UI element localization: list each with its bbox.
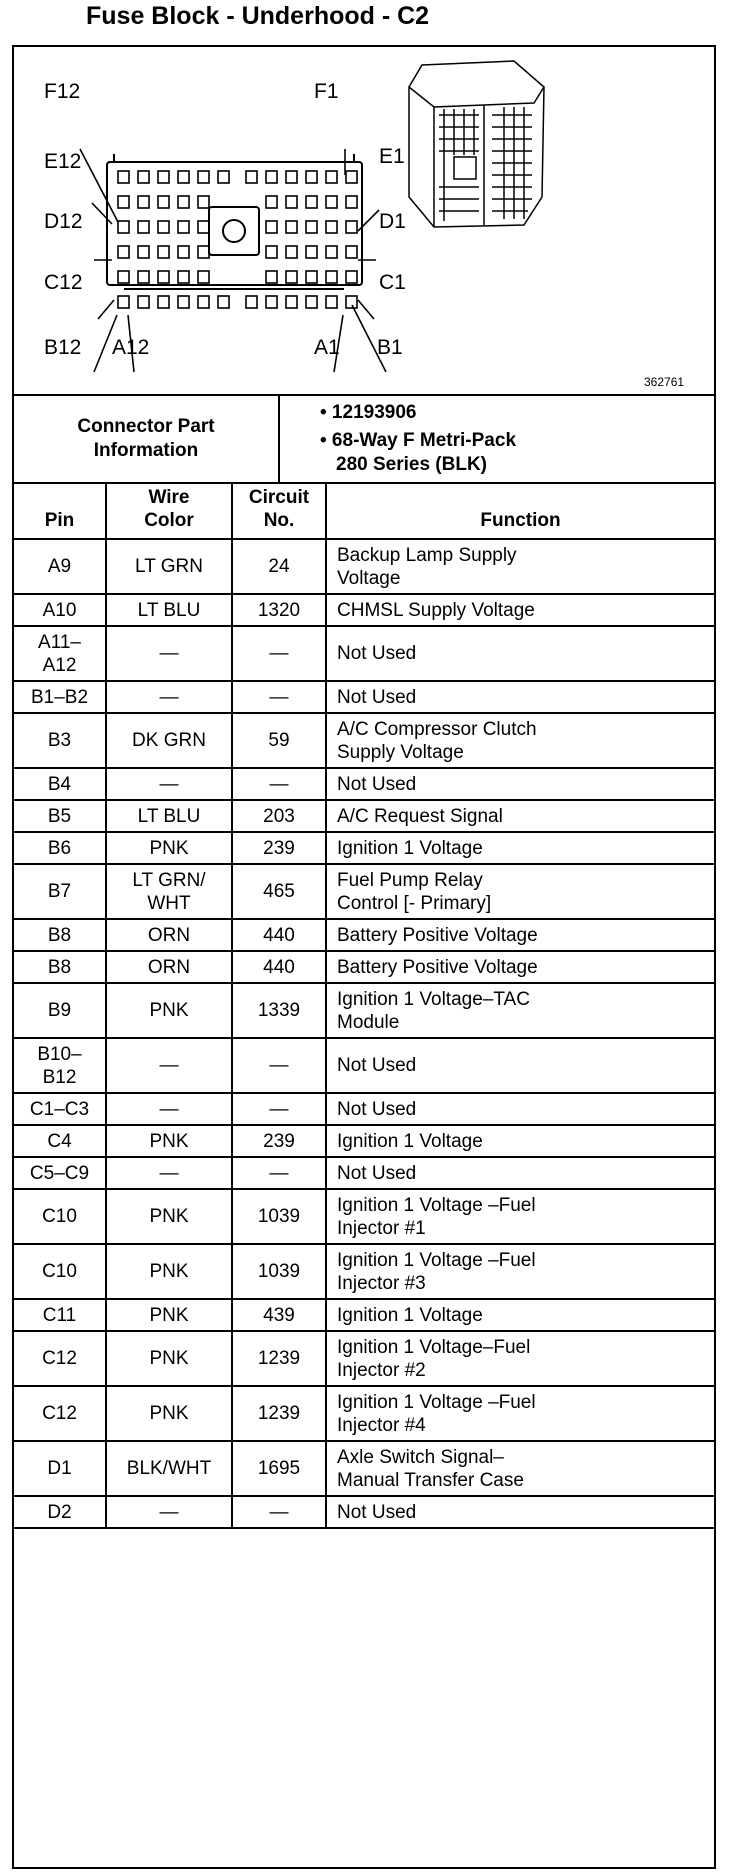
cell-function-line: Injector #3: [337, 1272, 426, 1294]
cell-function-line: Injector #4: [337, 1414, 426, 1436]
connector-pin-cavity: [266, 271, 277, 283]
cell-function: [326, 768, 714, 800]
cell-pin: [14, 713, 106, 768]
pinout-table: [14, 482, 714, 1529]
cell-wire-color-line: PNK: [149, 1261, 189, 1282]
connector-pin-cavity: [326, 221, 337, 233]
cell-circuit: 465: [232, 864, 326, 919]
cell-pin-line: D1: [47, 1458, 72, 1479]
cell-pin-line: B6: [47, 837, 72, 859]
cell-circuit: —: [232, 1038, 326, 1093]
cell-circuit: 439: [232, 1299, 326, 1331]
connector-pin-grid: [118, 171, 357, 308]
pin-label-d12: D12: [44, 210, 83, 233]
cell-pin-line: B5: [47, 805, 72, 827]
cell-wire-color-line: —: [159, 1162, 179, 1184]
cell-wire-color-line: PNK: [149, 837, 189, 859]
pin-label-c1: C1: [379, 271, 406, 294]
pinout-table-body: [14, 539, 714, 1528]
table-row: [14, 1299, 714, 1331]
connector-pin-cavity: [326, 246, 337, 258]
cell-pin-line: C4: [47, 1130, 72, 1152]
cell-circuit: —: [232, 1157, 326, 1189]
cell-circuit: —: [232, 681, 326, 713]
cell-pin: [14, 1496, 106, 1528]
cell-circuit: —: [232, 626, 326, 681]
table-row: [14, 1093, 714, 1125]
cell-pin-line: A12: [42, 654, 77, 676]
cell-wire-color-line: PNK: [149, 1000, 189, 1021]
cell-function: [326, 626, 714, 681]
connector-pin-cavity: [138, 221, 149, 233]
pin-label-e12: E12: [44, 150, 82, 173]
cell-wire-color-line: —: [159, 773, 179, 795]
cell-function: [326, 1125, 714, 1157]
cell-pin-line: C11: [42, 1304, 77, 1326]
connector-pin-cavity: [178, 171, 189, 183]
cell-function-line: Not Used: [337, 1098, 417, 1120]
table-row: [14, 1125, 714, 1157]
cell-function-line: Control [- Primary]: [337, 892, 492, 914]
table-row: [14, 864, 714, 919]
cell-function: [326, 1189, 714, 1244]
cell-wire-color: [106, 1093, 232, 1125]
pin-label-b1: B1: [377, 336, 403, 359]
cell-circuit: 440: [232, 919, 326, 951]
connector-type: • 68-Way F Metri-Pack: [320, 430, 517, 451]
connector-pin-cavity: [178, 271, 189, 283]
cell-pin-line: C10: [42, 1206, 77, 1227]
cell-function: [326, 1244, 714, 1299]
cell-pin-line: B3: [47, 730, 72, 751]
cell-circuit: 440: [232, 951, 326, 983]
cell-function-line: Battery Positive Voltage: [337, 956, 538, 978]
cell-pin-line: C10: [42, 1261, 77, 1282]
connector-pin-cavity: [286, 271, 297, 283]
connector-sheet: [12, 45, 716, 1869]
cell-function: [326, 1299, 714, 1331]
connector-pin-cavity: [138, 246, 149, 258]
pin-label-d1: D1: [379, 210, 406, 233]
cell-function-line: Injector #1: [337, 1217, 426, 1239]
cell-pin: [14, 919, 106, 951]
cell-pin-line: C5–C9: [29, 1162, 90, 1184]
cell-function-line: Not Used: [337, 643, 417, 664]
cell-function: [326, 681, 714, 713]
cell-pin-line: C1–C3: [29, 1098, 90, 1120]
cell-pin-line: B1–B2: [30, 686, 89, 708]
cell-wire-color-line: —: [159, 1098, 179, 1120]
connector-pin-cavity: [346, 221, 357, 233]
cell-pin: [14, 832, 106, 864]
pin-label-f1: F1: [314, 80, 339, 103]
cell-pin: [14, 681, 106, 713]
connector-pin-cavity: [286, 196, 297, 208]
connector-pin-cavity: [306, 246, 317, 258]
cell-function-line: Backup Lamp Supply: [337, 544, 517, 566]
connector-pin-cavity: [158, 246, 169, 258]
connector-pin-cavity: [346, 246, 357, 258]
table-row: [14, 681, 714, 713]
cell-wire-color-line: LT BLU: [137, 599, 201, 621]
cell-function-line: Ignition 1 Voltage: [337, 1304, 483, 1326]
connector-pin-cavity: [346, 271, 357, 283]
cell-pin: [14, 1189, 106, 1244]
connector-part-number: • 12193906: [320, 402, 417, 423]
table-row: [14, 768, 714, 800]
cell-pin: [14, 1038, 106, 1093]
cell-pin: [14, 1299, 106, 1331]
cell-wire-color: [106, 1244, 232, 1299]
cell-function-line: Manual Transfer Case: [337, 1469, 524, 1491]
cell-function: [326, 919, 714, 951]
header-circuit: [232, 483, 326, 539]
pin-label-f12: F12: [44, 80, 81, 103]
connector-pin-cavity: [246, 171, 257, 183]
connector-pin-cavity: [118, 246, 129, 258]
header-wire-color: [106, 483, 232, 539]
cell-function: [326, 832, 714, 864]
table-row: [14, 1038, 714, 1093]
cell-pin: [14, 1244, 106, 1299]
cell-function: [326, 951, 714, 983]
cell-wire-color: [106, 1125, 232, 1157]
cell-pin-line: A10: [42, 599, 77, 621]
connector-pin-cavity: [346, 171, 357, 183]
cell-circuit: 1039: [232, 1244, 326, 1299]
cell-wire-color: [106, 1157, 232, 1189]
cell-function-line: Injector #2: [337, 1359, 426, 1381]
table-row: [14, 919, 714, 951]
cell-function-line: Module: [337, 1011, 400, 1033]
cell-wire-color: [106, 832, 232, 864]
cell-function-line: Not Used: [337, 1055, 417, 1076]
connector-pin-cavity: [158, 171, 169, 183]
cell-wire-color: [106, 1386, 232, 1441]
header-circuit-line1: Circuit: [248, 487, 310, 508]
cell-wire-color-line: LT BLU: [137, 805, 201, 827]
cell-pin: [14, 594, 106, 626]
cell-function: [326, 1386, 714, 1441]
cell-pin: [14, 1157, 106, 1189]
cell-wire-color: [106, 1441, 232, 1496]
connector-pin-cavity: [346, 196, 357, 208]
connector-pin-cavity: [218, 171, 229, 183]
connector-pin-cavity: [246, 296, 257, 308]
cell-function-line: Not Used: [337, 773, 417, 795]
cell-function-line: Supply Voltage: [337, 741, 464, 763]
cell-wire-color-line: —: [159, 1501, 179, 1523]
cell-wire-color: [106, 1038, 232, 1093]
header-circuit-line2: No.: [263, 510, 295, 531]
cell-pin-line: B10–: [37, 1043, 82, 1065]
connector-pin-cavity: [118, 196, 129, 208]
table-row: [14, 1441, 714, 1496]
cell-pin: [14, 768, 106, 800]
cell-wire-color: [106, 681, 232, 713]
cell-pin: [14, 1386, 106, 1441]
cell-pin-line: B8: [47, 956, 72, 978]
connector-pin-cavity: [286, 246, 297, 258]
cell-pin-line: B4: [47, 773, 72, 795]
cell-wire-color-line: PNK: [149, 1403, 189, 1424]
cell-function-line: A/C Request Signal: [337, 805, 503, 827]
cell-wire-color-line: —: [159, 643, 179, 664]
table-row: [14, 1331, 714, 1386]
connector-pin-cavity: [118, 271, 129, 283]
cell-function-line: Fuel Pump Relay: [337, 869, 483, 891]
connector-info-heading-line1: Connector Part: [77, 416, 215, 437]
cell-function: [326, 1441, 714, 1496]
table-row: [14, 626, 714, 681]
drawing-number: 362761: [644, 375, 685, 389]
cell-function-line: Axle Switch Signal–: [337, 1446, 504, 1468]
cell-function: [326, 713, 714, 768]
cell-function: [326, 539, 714, 594]
cell-function-line: Not Used: [337, 1162, 417, 1184]
connector-pin-cavity: [198, 271, 209, 283]
connector-pin-cavity: [198, 171, 209, 183]
center-bolt-housing: [209, 207, 259, 255]
connector-pin-cavity: [198, 221, 209, 233]
connector-pin-cavity: [158, 221, 169, 233]
cell-function-line: Ignition 1 Voltage: [337, 837, 483, 859]
pin-label-a1: A1: [314, 336, 340, 359]
cell-wire-color-line: WHT: [147, 892, 191, 914]
connector-pin-cavity: [266, 221, 277, 233]
cell-pin: [14, 864, 106, 919]
cell-function-line: Ignition 1 Voltage –Fuel: [337, 1194, 536, 1216]
cell-function-line: CHMSL Supply Voltage: [337, 599, 535, 621]
pin-label-a12: A12: [112, 336, 150, 359]
cell-circuit: 203: [232, 800, 326, 832]
cell-function-line: Voltage: [337, 567, 401, 589]
cell-function-line: Battery Positive Voltage: [337, 924, 538, 946]
connector-pin-cavity: [326, 271, 337, 283]
cell-wire-color-line: PNK: [149, 1348, 189, 1369]
cell-circuit: —: [232, 768, 326, 800]
connector-pin-cavity: [346, 296, 357, 308]
cell-function-line: Ignition 1 Voltage –Fuel: [337, 1249, 536, 1271]
connector-pin-cavity: [178, 296, 189, 308]
connector-pin-cavity: [306, 221, 317, 233]
cell-function: [326, 1331, 714, 1386]
pin-label-e1: E1: [379, 145, 405, 168]
connector-face-outline: [107, 162, 362, 285]
connector-info-heading-line2: Information: [93, 440, 199, 461]
connector-pin-cavity: [158, 196, 169, 208]
table-row: [14, 1496, 714, 1528]
cell-wire-color: [106, 539, 232, 594]
cell-wire-color: [106, 713, 232, 768]
cell-function-line: Not Used: [337, 1501, 417, 1523]
cell-pin: [14, 626, 106, 681]
cell-circuit: 1339: [232, 983, 326, 1038]
connector-pin-cavity: [266, 171, 277, 183]
table-row: [14, 1386, 714, 1441]
table-row: [14, 713, 714, 768]
cell-pin: [14, 1441, 106, 1496]
page-title: Fuse Block - Underhood - C2: [86, 2, 430, 30]
cell-wire-color: [106, 919, 232, 951]
connector-pin-cavity: [118, 171, 129, 183]
cell-pin-line: C12: [42, 1348, 77, 1369]
connector-series: 280 Series (BLK): [336, 454, 488, 475]
cell-wire-color: [106, 864, 232, 919]
connector-pin-cavity: [198, 296, 209, 308]
table-row: [14, 1189, 714, 1244]
connector-info-details: [280, 396, 714, 482]
cell-pin-line: A11–: [38, 631, 81, 653]
connector-pin-cavity: [306, 196, 317, 208]
cell-function: [326, 594, 714, 626]
cell-wire-color: [106, 1299, 232, 1331]
table-row: [14, 800, 714, 832]
cell-wire-color-line: LT GRN/: [132, 869, 206, 891]
cell-wire-color-line: BLK/WHT: [126, 1458, 212, 1479]
cell-pin: [14, 1331, 106, 1386]
header-pin: Pin: [14, 483, 106, 539]
connector-pin-cavity: [138, 171, 149, 183]
connector-pin-cavity: [118, 296, 129, 308]
cell-pin: [14, 800, 106, 832]
cell-pin-line: B8: [47, 924, 72, 946]
cell-wire-color: [106, 1496, 232, 1528]
connector-pin-cavity: [286, 296, 297, 308]
cell-wire-color: [106, 1331, 232, 1386]
cell-function-line: Ignition 1 Voltage–TAC: [337, 988, 530, 1010]
connector-pin-cavity: [286, 171, 297, 183]
table-row: [14, 832, 714, 864]
cell-wire-color-line: ORN: [147, 956, 191, 978]
cell-wire-color-line: PNK: [149, 1130, 189, 1152]
cell-function-line: Ignition 1 Voltage–Fuel: [337, 1336, 531, 1358]
cell-wire-color: [106, 768, 232, 800]
pin-label-b12: B12: [44, 336, 82, 359]
connector-pin-cavity: [218, 296, 229, 308]
cell-function: [326, 1496, 714, 1528]
cell-circuit: —: [232, 1093, 326, 1125]
connector-pin-cavity: [178, 246, 189, 258]
connector-pin-cavity: [138, 271, 149, 283]
cell-circuit: 239: [232, 832, 326, 864]
cell-circuit: —: [232, 1496, 326, 1528]
cell-function: [326, 800, 714, 832]
cell-pin-line: B9: [47, 1000, 72, 1021]
connector-info-heading: [14, 396, 280, 482]
cell-wire-color: [106, 626, 232, 681]
connector-pin-cavity: [266, 196, 277, 208]
cell-pin: [14, 983, 106, 1038]
connector-pin-cavity: [138, 296, 149, 308]
cell-pin: [14, 1125, 106, 1157]
cell-circuit: 1239: [232, 1386, 326, 1441]
cell-wire-color: [106, 594, 232, 626]
cell-wire-color: [106, 983, 232, 1038]
header-wire-color-line2: Color: [144, 510, 194, 531]
cell-pin-line: A9: [47, 556, 72, 577]
table-row: [14, 951, 714, 983]
connector-pin-cavity: [326, 296, 337, 308]
connector-pin-cavity: [266, 246, 277, 258]
connector-pin-cavity: [306, 171, 317, 183]
cell-function-line: Ignition 1 Voltage –Fuel: [337, 1391, 536, 1413]
cell-circuit: 239: [232, 1125, 326, 1157]
connector-pin-cavity: [118, 221, 129, 233]
connector-pin-cavity: [178, 196, 189, 208]
connector-pin-cavity: [158, 271, 169, 283]
cell-pin-line: D2: [47, 1501, 72, 1523]
table-row: [14, 594, 714, 626]
cell-pin-line: C12: [42, 1403, 77, 1424]
cell-function: [326, 1157, 714, 1189]
cell-function: [326, 1038, 714, 1093]
connector-pin-cavity: [158, 296, 169, 308]
connector-pin-cavity: [138, 196, 149, 208]
cell-pin: [14, 1093, 106, 1125]
connector-pin-cavity: [326, 196, 337, 208]
cell-function-line: Ignition 1 Voltage: [337, 1130, 483, 1152]
cell-circuit: 1695: [232, 1441, 326, 1496]
connector-pin-cavity: [178, 221, 189, 233]
cell-wire-color: [106, 1189, 232, 1244]
cell-circuit: 24: [232, 539, 326, 594]
table-row: [14, 1244, 714, 1299]
table-row: [14, 1157, 714, 1189]
cell-pin: [14, 539, 106, 594]
cell-pin-line: B7: [47, 881, 72, 902]
cell-pin-line: B12: [42, 1066, 77, 1088]
cell-function-line: A/C Compressor Clutch: [337, 718, 537, 740]
cell-function: [326, 1093, 714, 1125]
cell-wire-color: [106, 951, 232, 983]
cell-wire-color-line: —: [159, 686, 179, 708]
cell-wire-color-line: PNK: [149, 1304, 189, 1326]
pin-label-c12: C12: [44, 271, 83, 294]
cell-wire-color-line: ORN: [147, 924, 191, 946]
cell-wire-color-line: LT GRN: [135, 556, 203, 577]
table-header-row: [14, 483, 714, 539]
connector-pin-cavity: [198, 246, 209, 258]
connector-pin-cavity: [286, 221, 297, 233]
connector-pin-cavity: [198, 196, 209, 208]
table-row: [14, 539, 714, 594]
header-function: Function: [326, 483, 714, 539]
cell-function: [326, 983, 714, 1038]
table-row: [14, 983, 714, 1038]
header-wire-color-line1: Wire: [148, 487, 190, 508]
cell-wire-color-line: —: [159, 1055, 179, 1076]
connector-pin-cavity: [306, 296, 317, 308]
center-bolt-hole: [223, 220, 245, 242]
cell-wire-color: [106, 800, 232, 832]
cell-circuit: 59: [232, 713, 326, 768]
cell-pin: [14, 951, 106, 983]
cell-circuit: 1039: [232, 1189, 326, 1244]
connector-pin-cavity: [326, 171, 337, 183]
cell-function-line: Not Used: [337, 686, 417, 708]
cell-circuit: 1320: [232, 594, 326, 626]
connector-pin-cavity: [306, 271, 317, 283]
cell-function: [326, 864, 714, 919]
cell-wire-color-line: PNK: [149, 1206, 189, 1227]
cell-wire-color-line: DK GRN: [132, 730, 206, 751]
cell-circuit: 1239: [232, 1331, 326, 1386]
connector-3d-view-icon: [409, 61, 544, 227]
connector-pin-cavity: [266, 296, 277, 308]
